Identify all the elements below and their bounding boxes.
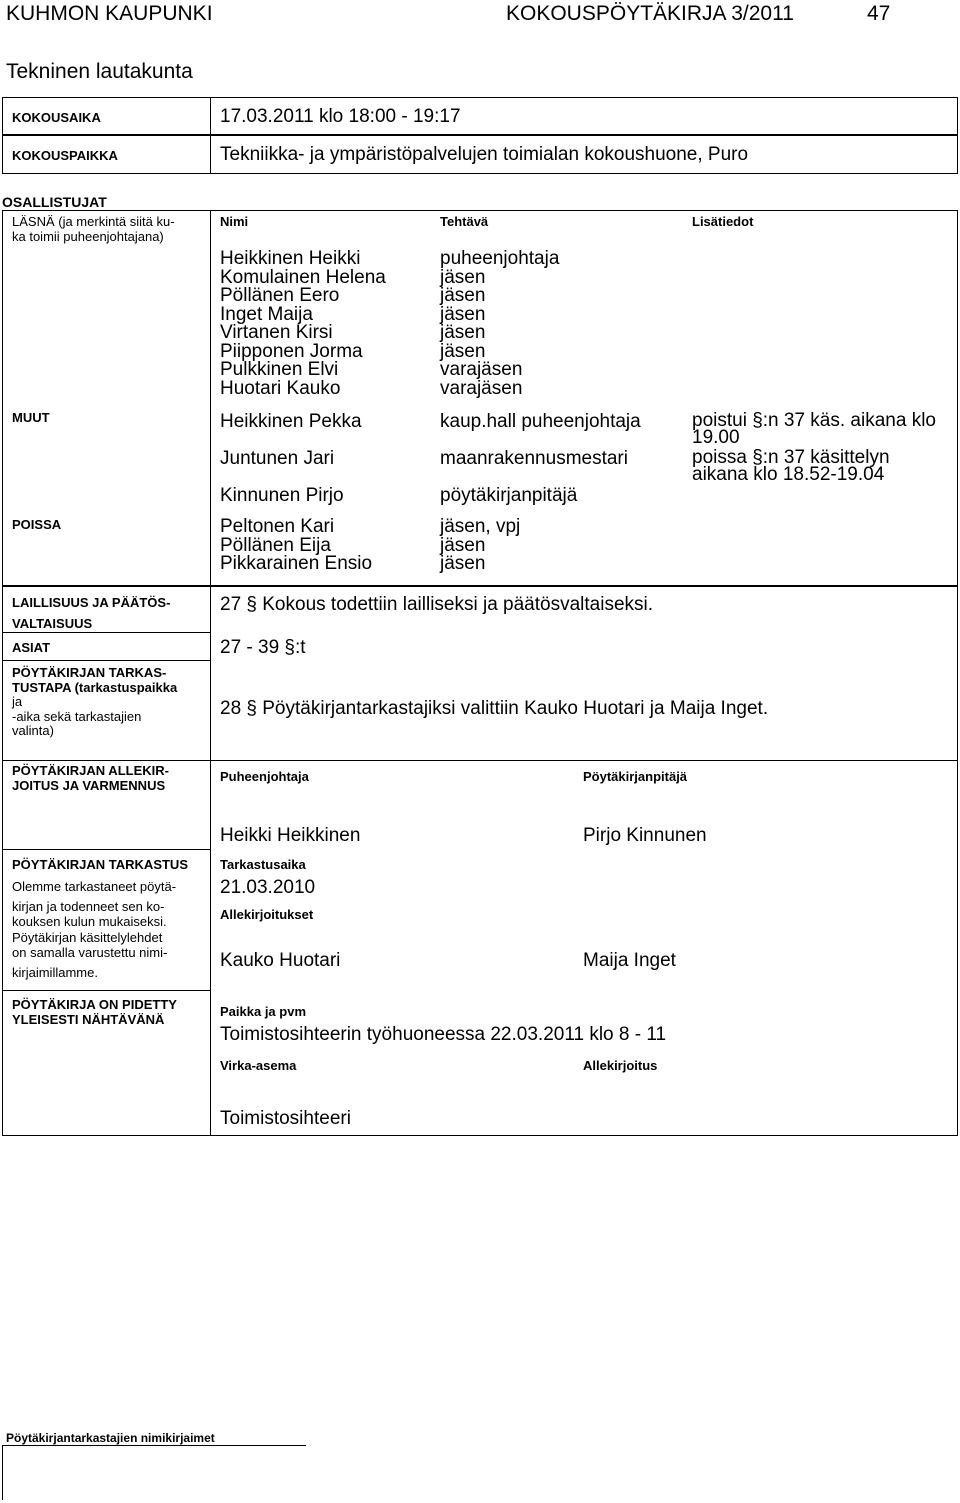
position-value: Toimistosihteeri: [220, 1108, 351, 1129]
list-item: jäsen: [440, 534, 486, 556]
list-item: varajäsen: [440, 377, 523, 399]
meeting-time-label: KOKOUSAIKA: [12, 110, 101, 125]
other-role: maanrakennusmestari: [440, 448, 628, 469]
chair-label: Puheenjohtaja: [220, 769, 309, 784]
other-role: pöytäkirjanpitäjä: [440, 485, 578, 506]
signature-label: Allekirjoitus: [583, 1058, 658, 1073]
list-item: puheenjohtaja: [440, 248, 560, 269]
list-item: jäsen: [440, 340, 486, 362]
list-item: Inget Maija: [220, 303, 313, 325]
list-item: Huotari Kauko: [220, 377, 341, 399]
list-item: jäsen: [440, 266, 486, 288]
other-role: kaup.hall puheenjohtaja: [440, 411, 641, 432]
list-item: Pikkarainen Ensio: [220, 553, 373, 574]
list-item: Pulkkinen Elvi: [220, 359, 339, 380]
review-label: PÖYTÄKIRJAN TARKASTUS: [12, 857, 188, 872]
items-label: ASIAT: [12, 640, 51, 655]
list-item: Komulainen Helena: [220, 266, 386, 288]
review-date-value: 21.03.2010: [220, 877, 316, 898]
other-name: Juntunen Jari: [220, 448, 335, 469]
list-item: Peltonen Kari: [220, 516, 335, 537]
public-display-label: PÖYTÄKIRJA ON PIDETTY YLEISESTI NÄHTÄVÄNÄ: [12, 997, 177, 1027]
meeting-place-label: KOKOUSPAIKKA: [12, 148, 118, 163]
column-role-header: Tehtävä: [440, 214, 489, 229]
review-text: Olemme tarkastaneet pöytä- kirjan ja todenneet sen ko- kouksen kulun mukaiseksi. Pöytäkirjan käsittelylehdet on samalla varustettu nimi- kirjaimillamme.: [12, 879, 177, 980]
present-label: LÄSNÄ (ja merkintä siitä ku- ka toimii puheenjohtajana): [12, 214, 175, 244]
list-item: jäsen, vpj: [440, 516, 521, 537]
column-name-header: Nimi: [220, 214, 249, 229]
initials-field[interactable]: [2, 1449, 302, 1497]
review-date-label: Tarkastusaika: [220, 857, 306, 872]
check-method-label: PÖYTÄKIRJAN TARKAS- TUSTAPA (tarkastuspaikka ja -aika sekä tarkastajien valinta): [12, 665, 178, 738]
legality-label: LAILLISUUS JA PÄÄTÖS- VALTAISUUS: [12, 595, 171, 631]
page-number: 47: [867, 2, 891, 25]
absent-roles-list: [440, 518, 520, 574]
secretary-label: Pöytäkirjanpitäjä: [583, 769, 688, 784]
present-names-list: [220, 250, 386, 398]
other-info: poissa §:n 37 käsittelyn aikana klo 18.52-19.04: [692, 447, 890, 485]
list-item: jäsen: [440, 322, 486, 343]
list-item: jäsen: [440, 303, 486, 325]
absent-label: POISSA: [12, 517, 62, 532]
others-label: MUUT: [12, 410, 50, 425]
city-name: KUHMON KAUPUNKI: [6, 2, 213, 25]
public-place-label: Paikka ja pvm: [220, 1004, 306, 1019]
board-name: Tekninen lautakunta: [6, 60, 193, 83]
column-info-header: Lisätiedot: [692, 214, 754, 229]
list-item: jäsen: [440, 285, 486, 306]
legality-text: 27 § Kokous todettiin lailliseksi ja päätösvaltaiseksi.: [220, 594, 654, 615]
items-text: 27 - 39 §:t: [220, 637, 306, 658]
list-item: Piipponen Jorma: [220, 340, 363, 362]
list-item: jäsen: [440, 553, 486, 574]
absent-names-list: [220, 518, 372, 574]
list-item: Pöllänen Eero: [220, 285, 340, 306]
present-roles-list: [440, 250, 559, 398]
list-item: Virtanen Kirsi: [220, 322, 333, 343]
chair-name: Heikki Heikkinen: [220, 825, 361, 846]
participants-section-label: OSALLISTUJAT: [2, 194, 107, 210]
review-signatures-label: Allekirjoitukset: [220, 907, 314, 922]
public-place-value: Toimistosihteerin työhuoneessa 22.03.2011 klo 8 - 11: [220, 1024, 667, 1045]
secretary-name: Pirjo Kinnunen: [583, 825, 707, 846]
meeting-time-value: 17.03.2011 klo 18:00 - 19:17: [220, 106, 461, 127]
review-signer-1: Kauko Huotari: [220, 950, 341, 971]
signatures-label: PÖYTÄKIRJAN ALLEKIR- JOITUS JA VARMENNUS: [12, 763, 169, 793]
list-item: Heikkinen Heikki: [220, 248, 361, 269]
position-label: Virka-asema: [220, 1058, 297, 1073]
check-method-text: 28 § Pöytäkirjantarkastajiksi valittiin Kauko Huotari ja Maija Inget.: [220, 698, 769, 719]
review-signer-2: Maija Inget: [583, 950, 676, 971]
document-title: KOKOUSPÖYTÄKIRJA 3/2011: [506, 2, 794, 25]
list-item: varajäsen: [440, 359, 523, 380]
other-name: Heikkinen Pekka: [220, 411, 362, 432]
meeting-place-value: Tekniikka- ja ympäristöpalvelujen toimialan kokoushuone, Puro: [220, 144, 749, 165]
initials-label: Pöytäkirjantarkastajien nimikirjaimet: [6, 1431, 215, 1445]
other-name: Kinnunen Pirjo: [220, 485, 344, 506]
meeting-time-row: [2, 97, 958, 135]
list-item: Pöllänen Eija: [220, 534, 331, 556]
other-info: poistui §:n 37 käs. aikana klo 19.00: [692, 410, 936, 448]
